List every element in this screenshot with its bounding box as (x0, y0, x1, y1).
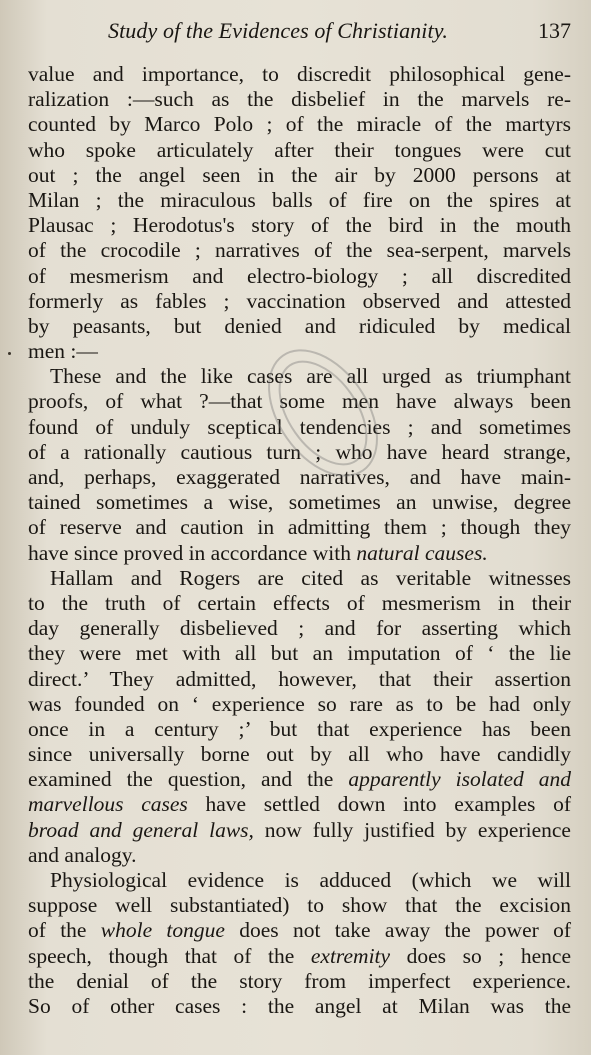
text-line (28, 818, 571, 843)
text-line (28, 389, 571, 414)
text-segment: Milan ; the miraculous balls of fire on the spires at (28, 187, 571, 212)
text-line (28, 238, 571, 263)
text-segment: So of other cases : the angel at Milan was the (28, 993, 571, 1018)
text-segment: These and the like cases are all urged as triumphant (50, 364, 571, 389)
text-line (28, 792, 571, 817)
text-line (28, 541, 571, 566)
text-segment: to the truth of certain effects of mesmerism in their (28, 590, 571, 615)
text-line (28, 490, 571, 515)
text-line (28, 994, 571, 1019)
text-line (28, 843, 571, 868)
text-segment: of a rationally cautious turn ; who have heard strange, (28, 439, 571, 464)
italic-phrase: whole tongue (100, 918, 225, 943)
text-segment: who spoke articulately after their tongues were cut (28, 137, 571, 162)
text-segment: have settled down into examples of (187, 792, 571, 817)
text-line (28, 415, 571, 440)
text-line (28, 339, 571, 364)
text-line (28, 868, 571, 893)
text-segment: they were met with all but an imputation of ‘ the lie (28, 641, 571, 666)
text-segment: speech, though that of the (28, 943, 311, 968)
text-line (28, 314, 571, 339)
text-segment: of mesmerism and electro-biology ; all discredited (28, 263, 571, 288)
body-text (28, 62, 571, 1019)
text-line (28, 440, 571, 465)
text-segment: of the crocodile ; narratives of the sea-serpent, marvels (28, 238, 571, 263)
text-segment: examined the question, and the (28, 767, 349, 792)
text-line (28, 566, 571, 591)
text-segment: counted by Marco Polo ; of the miracle of the martyrs (28, 112, 571, 137)
text-segment: was founded on ‘ experience so rare as to be had only (28, 691, 571, 716)
text-segment: does so ; hence (390, 943, 571, 968)
text-line (28, 667, 571, 692)
text-segment: does not take away the power of (224, 918, 571, 943)
text-line (28, 616, 571, 641)
text-segment: formerly as fables ; vaccination observed and attested (28, 288, 571, 313)
page-header (108, 18, 571, 50)
text-segment: and, perhaps, exaggerated narratives, and have main- (28, 465, 571, 489)
margin-mark (8, 352, 11, 355)
text-segment: Physiological evidence is adduced (which we will (50, 868, 571, 892)
text-segment: Hallam and Rogers are cited as veritable witnesses (50, 565, 571, 590)
text-line (28, 264, 571, 289)
text-line (28, 213, 571, 238)
text-line (28, 163, 571, 188)
text-segment: by peasants, but denied and ridiculed by medical (28, 313, 571, 338)
text-segment: day generally disbelieved ; and for asserting which (28, 616, 571, 641)
text-line (28, 62, 571, 87)
text-line (28, 112, 571, 137)
text-segment: of the (28, 918, 101, 943)
text-segment: suppose well substantiated) to show that the excision (28, 893, 571, 918)
text-line (28, 188, 571, 213)
text-line (28, 767, 571, 792)
italic-phrase: natural causes. (356, 540, 488, 565)
text-segment: and analogy. (28, 842, 137, 867)
text-segment: now fully justified by experience (253, 817, 571, 842)
text-segment: tained sometimes a wise, sometimes an unwise, degree (28, 490, 571, 515)
text-line (28, 591, 571, 616)
text-line (28, 465, 571, 490)
text-segment: out ; the angel seen in the air by 2000 persons at (28, 162, 571, 187)
text-segment: proofs, of what ?—that some men have always been (28, 389, 571, 414)
text-segment: direct.’ They admitted, however, that their assertion (28, 666, 571, 691)
text-segment: since universally borne out by all who have candidly (28, 742, 571, 767)
text-segment: men :— (28, 339, 98, 364)
italic-phrase: broad and general laws, (28, 817, 254, 842)
text-line (28, 918, 571, 943)
text-segment: have since proved in accordance with (28, 540, 357, 565)
page-number: 137 (538, 18, 571, 43)
text-line (28, 944, 571, 969)
italic-phrase: extremity (310, 943, 391, 968)
running-title: Study of the Evidences of Christianity. (108, 18, 448, 43)
text-segment: value and importance, to discredit philosophical gene- (28, 62, 571, 86)
text-line (28, 138, 571, 163)
text-line (28, 717, 571, 742)
text-segment: the denial of the story from imperfect experience. (28, 968, 571, 993)
text-segment: Plausac ; Herodotus's story of the bird in the mouth (28, 213, 571, 238)
text-line (28, 742, 571, 767)
text-segment: ralization :—such as the disbelief in the marvels re- (28, 87, 571, 112)
text-segment: of reserve and caution in admitting them ; though they (28, 515, 571, 540)
text-line (28, 692, 571, 717)
italic-phrase: marvellous cases (28, 792, 188, 817)
text-segment: found of unduly sceptical tendencies ; and sometimes (28, 414, 571, 439)
text-line (28, 364, 571, 389)
text-line (28, 289, 571, 314)
text-line (28, 893, 571, 918)
text-line (28, 641, 571, 666)
text-line (28, 969, 571, 994)
text-line (28, 515, 571, 540)
text-segment: once in a century ;’ but that experience has been (28, 716, 571, 741)
italic-phrase: apparently isolated and (348, 767, 571, 792)
text-line (28, 87, 571, 112)
